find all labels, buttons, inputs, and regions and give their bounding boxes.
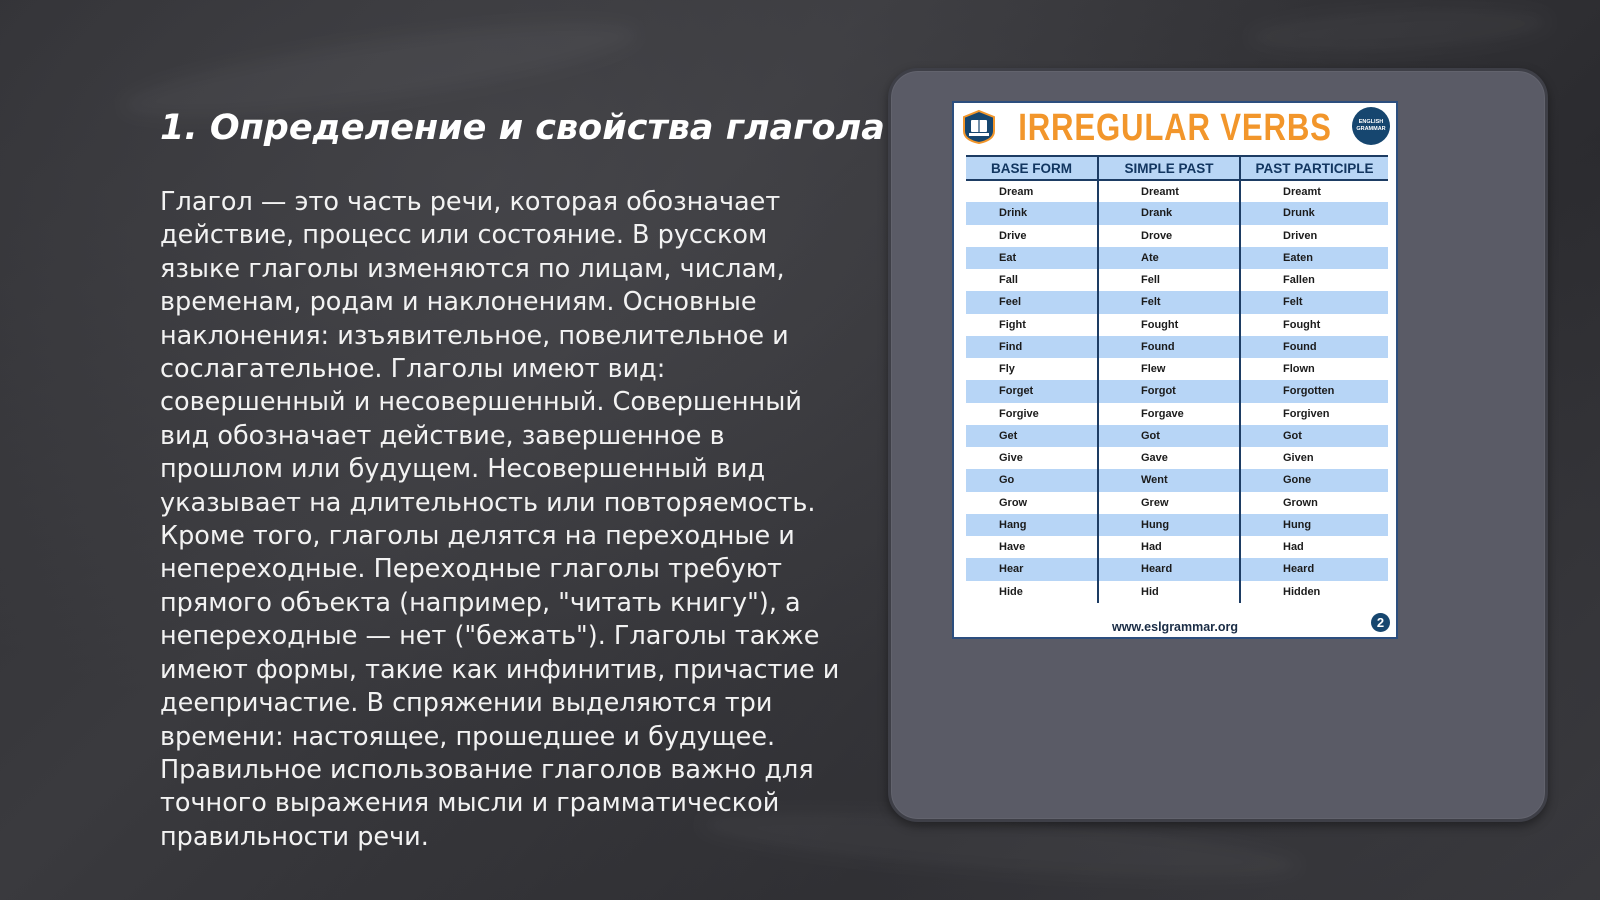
table-row: [966, 291, 1388, 313]
table-row: [966, 514, 1388, 536]
past-participle-cell: Grown: [1240, 492, 1388, 514]
simple-past-cell: Got: [1098, 425, 1240, 447]
column-header-past-participle: PAST PARTICIPLE: [1240, 156, 1388, 180]
table-row: [966, 202, 1388, 224]
simple-past-cell: Felt: [1098, 291, 1240, 313]
table-row: [966, 492, 1388, 514]
past-participle-cell: Eaten: [1240, 247, 1388, 269]
past-participle-cell: Driven: [1240, 225, 1388, 247]
base-form-cell: Go: [966, 469, 1098, 491]
simple-past-cell: Heard: [1098, 558, 1240, 580]
irregular-verbs-poster: [952, 101, 1398, 639]
simple-past-cell: Drank: [1098, 202, 1240, 224]
simple-past-cell: Found: [1098, 336, 1240, 358]
past-participle-cell: Flown: [1240, 358, 1388, 380]
base-form-cell: Fight: [966, 314, 1098, 336]
base-form-cell: Have: [966, 536, 1098, 558]
base-form-cell: Grow: [966, 492, 1098, 514]
table-row: [966, 425, 1388, 447]
base-form-cell: Dream: [966, 180, 1098, 202]
slide-body-text: Глагол — это часть речи, которая обозначает действие, процесс или состояние. В русском языке глаголы изменяются по лицам, числам, временам, родам и наклонениям. Основные наклонения: изъявительное, повелительное и сослагательное. Глаголы имеют вид: совершенный и несовершенный. Совершенный вид обозначает действие, завершенное в прошлом или будущем. Несовершенный вид указывает на длительность или повторяемость. Кроме того, глаголы делятся на переходные и непереходные. Переходные глаголы требуют прямого объекта (например, "читать книгу"), а непереходные — нет ("бежать"). Глаголы также имеют формы, такие как инфинитив, причастие и деепричастие. В спряжении выделяются три времени: настоящее, прошедшее и будущее. Правильное использование глаголов важно для точного выражения мысли и грамматической правильности речи.: [160, 187, 840, 852]
base-form-cell: Find: [966, 336, 1098, 358]
simple-past-cell: Forgave: [1098, 403, 1240, 425]
table-row: [966, 314, 1388, 336]
chalk-smudge: [1249, 2, 1551, 58]
page-number-badge: 2: [1371, 613, 1390, 632]
past-participle-cell: Found: [1240, 336, 1388, 358]
table-row: [966, 180, 1388, 202]
base-form-cell: Give: [966, 447, 1098, 469]
past-participle-cell: Given: [1240, 447, 1388, 469]
past-participle-cell: Fought: [1240, 314, 1388, 336]
base-form-cell: Get: [966, 425, 1098, 447]
base-form-cell: Hang: [966, 514, 1098, 536]
simple-past-cell: Gave: [1098, 447, 1240, 469]
base-form-cell: Forget: [966, 380, 1098, 402]
base-form-cell: Forgive: [966, 403, 1098, 425]
column-header-base-form: BASE FORM: [966, 156, 1098, 180]
table-row: [966, 336, 1388, 358]
logo-text: ENGLISH GRAMMAR: [1356, 119, 1386, 132]
poster-footer-url: www.eslgrammar.org: [1112, 620, 1238, 634]
book-logo-icon: [960, 109, 998, 145]
simple-past-cell: Dreamt: [1098, 180, 1240, 202]
simple-past-cell: Had: [1098, 536, 1240, 558]
past-participle-cell: Hidden: [1240, 581, 1388, 603]
table-row: [966, 358, 1388, 380]
past-participle-cell: Hung: [1240, 514, 1388, 536]
past-participle-cell: Gone: [1240, 469, 1388, 491]
past-participle-cell: Forgotten: [1240, 380, 1388, 402]
table-row: [966, 469, 1388, 491]
table-header-row: [966, 156, 1388, 180]
simple-past-cell: Hid: [1098, 581, 1240, 603]
table-row: [966, 380, 1388, 402]
base-form-cell: Hide: [966, 581, 1098, 603]
base-form-cell: Drive: [966, 225, 1098, 247]
table-row: [966, 247, 1388, 269]
past-participle-cell: Heard: [1240, 558, 1388, 580]
base-form-cell: Eat: [966, 247, 1098, 269]
simple-past-cell: Ate: [1098, 247, 1240, 269]
table-row: [966, 225, 1388, 247]
simple-past-cell: Fell: [1098, 269, 1240, 291]
base-form-cell: Fly: [966, 358, 1098, 380]
simple-past-cell: Forgot: [1098, 380, 1240, 402]
base-form-cell: Drink: [966, 202, 1098, 224]
verbs-table: [966, 155, 1388, 603]
base-form-cell: Hear: [966, 558, 1098, 580]
past-participle-cell: Drunk: [1240, 202, 1388, 224]
simple-past-cell: Went: [1098, 469, 1240, 491]
verbs-table-body: [966, 180, 1388, 603]
past-participle-cell: Got: [1240, 425, 1388, 447]
poster-header: [954, 103, 1396, 153]
table-row: [966, 536, 1388, 558]
past-participle-cell: Fallen: [1240, 269, 1388, 291]
base-form-cell: Feel: [966, 291, 1098, 313]
table-row: [966, 269, 1388, 291]
table-row: [966, 558, 1388, 580]
table-row: [966, 447, 1388, 469]
simple-past-cell: Hung: [1098, 514, 1240, 536]
past-participle-cell: Had: [1240, 536, 1388, 558]
poster-title: IRREGULAR VERBS: [1018, 107, 1332, 149]
simple-past-cell: Grew: [1098, 492, 1240, 514]
table-row: [966, 581, 1388, 603]
english-grammar-logo: [1352, 107, 1390, 145]
past-participle-cell: Forgiven: [1240, 403, 1388, 425]
simple-past-cell: Flew: [1098, 358, 1240, 380]
simple-past-cell: Drove: [1098, 225, 1240, 247]
table-row: [966, 403, 1388, 425]
simple-past-cell: Fought: [1098, 314, 1240, 336]
slide-title: 1. Определение и свойства глагола: [160, 108, 885, 148]
base-form-cell: Fall: [966, 269, 1098, 291]
column-header-simple-past: SIMPLE PAST: [1098, 156, 1240, 180]
past-participle-cell: Dreamt: [1240, 180, 1388, 202]
past-participle-cell: Felt: [1240, 291, 1388, 313]
